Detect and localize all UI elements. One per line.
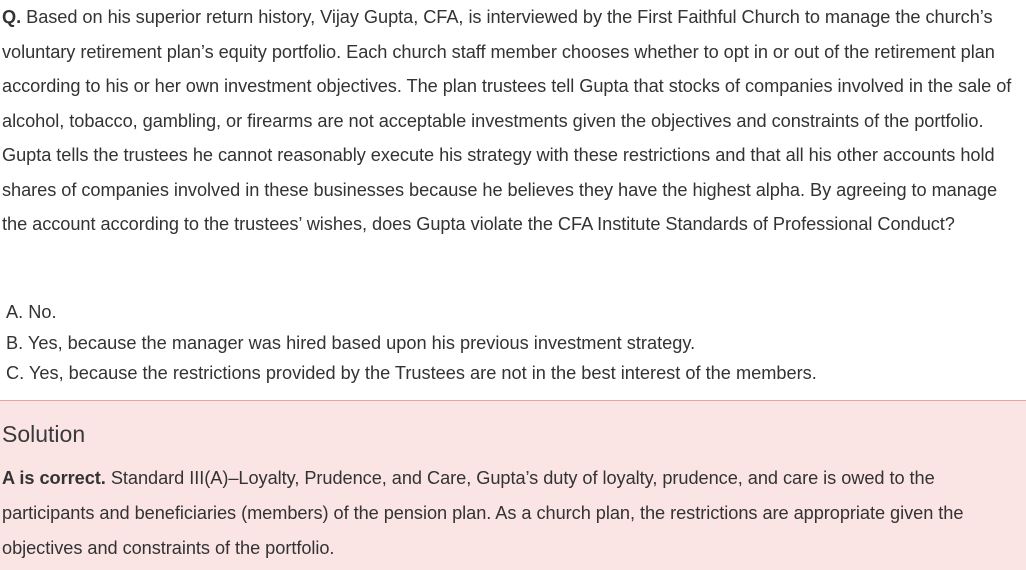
option-a: A. No. [6,302,57,322]
question-text: Based on his superior return history, Vijay Gupta, CFA, is interviewed by the First Faithful Church to manage the church’s voluntary retirement plan’s equity portfolio. Each church staff member chooses whether to opt in or out of the retirement plan according to his or her own investment objectives. The plan trustees tell Gupta that stocks of companies involved in the sale of alcohol, tobacco, gambling, or firearms are not acceptable investments given the objectives and constraints of the portfolio. Gupta tells the trustees he cannot reasonably execute his strategy with these restrictions and that all his other accounts hold shares of companies involved in these businesses because he believes they have the highest alpha. By agreeing to manage the account according to the trustees’ wishes, does Gupta violate the CFA Institute Standards of Professional Conduct? [2,7,1012,234]
solution-lead: A is correct. [2,468,106,488]
solution-body: Standard III(A)–Loyalty, Prudence, and Care, Gupta’s duty of loyalty, prudence, and care is owed to the participants and beneficiaries (members) of the pension plan. As a church plan, the restrictions are appropriate given the objectives and constraints of the portfolio. [2,468,964,558]
solution-text [2,461,1022,566]
option-c: C. Yes, because the restrictions provided by the Trustees are not in the best interest of the members. [6,363,817,383]
solution-panel [0,400,1026,570]
solution-title: Solution [2,421,86,447]
option-b: B. Yes, because the manager was hired based upon his previous investment strategy. [6,332,696,353]
answer-options [6,297,1016,389]
question-prefix: Q. [2,7,22,27]
question-paragraph [2,0,1024,242]
